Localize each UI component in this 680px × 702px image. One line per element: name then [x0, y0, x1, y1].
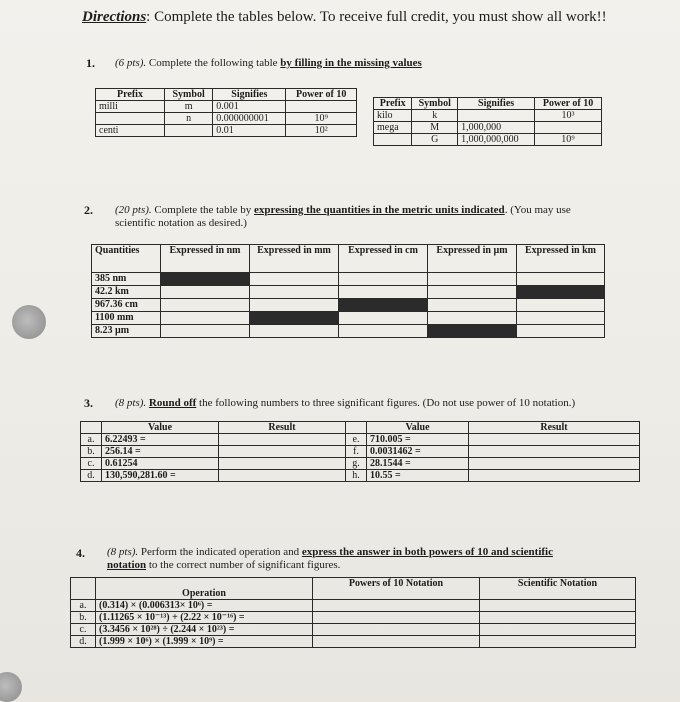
q2-answer-cell[interactable]	[517, 299, 605, 312]
q3-points: (8 pts).	[115, 397, 147, 409]
q3-table	[80, 421, 640, 482]
q2-answer-cell[interactable]	[250, 286, 339, 299]
q3-result-cell[interactable]	[469, 458, 640, 470]
q4-header-operation: Operation	[96, 578, 313, 600]
q3-result-cell[interactable]	[469, 434, 640, 446]
q1l-cell-answer[interactable]	[165, 125, 213, 137]
q2-answer-cell[interactable]	[428, 299, 517, 312]
q4-number: 4.	[76, 546, 85, 560]
q1r-cell: kilo	[374, 110, 412, 122]
q1-text-a: Complete the following table	[148, 57, 281, 69]
q3-row-label: d.	[81, 470, 102, 482]
q2-header-km: Expressed in km	[517, 245, 605, 273]
q2-answer-cell[interactable]	[428, 312, 517, 325]
q2-shaded-cell	[161, 273, 250, 286]
q4-text-a: Perform the indicated operation and	[140, 546, 302, 558]
q3-header-result-2: Result	[469, 422, 640, 434]
q1r-header-symbol: Symbol	[412, 98, 458, 110]
q1l-cell: milli	[96, 101, 165, 113]
q3-row-label: h.	[346, 470, 367, 482]
q3-value: 256.14 =	[102, 446, 219, 458]
q1l-header-prefix: Prefix	[96, 89, 165, 101]
q3-value: 28.1544 =	[367, 458, 469, 470]
q3-blank	[81, 422, 102, 434]
q3-header-value-2: Value	[367, 422, 469, 434]
q1r-cell: 1,000,000,000	[458, 134, 535, 146]
q3-value: 10.55 =	[367, 470, 469, 482]
q1l-cell: 0.000000001	[213, 113, 286, 125]
q2-points: (20 pts).	[115, 204, 152, 216]
q4-operation: (1.999 × 10⁶) × (1.999 × 10⁹) =	[96, 636, 313, 648]
q3-row-label: f.	[346, 446, 367, 458]
q1r-header-signifies: Signifies	[458, 98, 535, 110]
q2-answer-cell[interactable]	[161, 286, 250, 299]
q4-table	[70, 577, 636, 648]
q3-row-label: c.	[81, 458, 102, 470]
directions-heading	[82, 9, 607, 26]
q2-text-c: . (You may use	[504, 204, 571, 216]
q2-answer-cell[interactable]	[339, 312, 428, 325]
q3-header-value: Value	[102, 422, 219, 434]
q3-result-cell[interactable]	[219, 470, 346, 482]
q2-quantity: 967.36 cm	[92, 299, 161, 312]
q3-result-cell[interactable]	[219, 434, 346, 446]
directions-text: : Complete the tables below. To receive full credit, you must show all work!!	[146, 9, 607, 25]
q1-left-table	[95, 88, 357, 137]
q2-header-mm: Expressed in mm	[250, 245, 339, 273]
q1l-cell: 0.01	[213, 125, 286, 137]
q4-powers-cell[interactable]	[313, 624, 480, 636]
q2-shaded-cell	[517, 286, 605, 299]
q4-row-label: a.	[71, 600, 96, 612]
q3-value: 0.61254	[102, 458, 219, 470]
q2-text-b: expressing the quantities in the metric units indicated	[254, 204, 505, 216]
q2-answer-cell[interactable]	[161, 299, 250, 312]
q1l-cell-answer[interactable]	[286, 101, 357, 113]
q2-answer-cell[interactable]	[339, 325, 428, 338]
q3-result-cell[interactable]	[219, 446, 346, 458]
q1l-cell-answer[interactable]	[96, 113, 165, 125]
directions-label: Directions	[82, 9, 147, 25]
q2-quantity: 385 nm	[92, 273, 161, 286]
q4-points: (8 pts).	[107, 546, 139, 558]
q3-row-label: b.	[81, 446, 102, 458]
q2-answer-cell[interactable]	[339, 286, 428, 299]
q1r-cell: mega	[374, 122, 412, 134]
q4-text-b: express the answer in both powers of 10 and scientific	[301, 546, 553, 558]
q2-header-um: Expressed in µm	[428, 245, 517, 273]
q3-value: 6.22493 =	[102, 434, 219, 446]
q1r-cell: 1,000,000	[458, 122, 535, 134]
q3-row-label: e.	[346, 434, 367, 446]
q4-blank	[71, 578, 96, 600]
q1l-header-symbol: Symbol	[165, 89, 213, 101]
q1r-header-power: Power of 10	[535, 98, 602, 110]
q1l-cell: 10⁹	[286, 113, 357, 125]
q2-answer-cell[interactable]	[428, 286, 517, 299]
q3-result-cell[interactable]	[219, 458, 346, 470]
q3-number: 3.	[84, 396, 93, 410]
q4-sci-cell[interactable]	[480, 600, 636, 612]
q4-powers-cell[interactable]	[313, 600, 480, 612]
q2-answer-cell[interactable]	[250, 273, 339, 286]
q1r-cell-answer[interactable]	[374, 134, 412, 146]
q3-value: 0.0031462 =	[367, 446, 469, 458]
q2-answer-cell[interactable]	[250, 299, 339, 312]
q2-quantity: 42.2 km	[92, 286, 161, 299]
q4-instructions	[107, 546, 553, 559]
q3-result-cell[interactable]	[469, 470, 640, 482]
q1-text-b: by filling in the missing values	[280, 57, 422, 69]
q4-row-label: c.	[71, 624, 96, 636]
q2-header-nm: Expressed in nm	[161, 245, 250, 273]
q4-text-d: to the correct number of significant figures.	[146, 559, 341, 571]
q2-answer-cell[interactable]	[428, 273, 517, 286]
q1r-cell-answer[interactable]	[535, 122, 602, 134]
q1-instructions	[115, 57, 422, 70]
q3-text-b: the following numbers to three significant figures. (Do not use power of 10 notation.)	[196, 397, 576, 409]
q1r-cell: 10⁹	[535, 134, 602, 146]
q1r-header-prefix: Prefix	[374, 98, 412, 110]
q2-text-d: scientific notation as desired.)	[115, 217, 247, 229]
q4-powers-cell[interactable]	[313, 636, 480, 648]
q1r-cell-answer[interactable]	[458, 110, 535, 122]
q4-text-c: notation	[107, 559, 147, 571]
q4-powers-cell[interactable]	[313, 612, 480, 624]
q1l-header-power: Power of 10	[286, 89, 357, 101]
q3-blank	[346, 422, 367, 434]
q2-quantity: 8.23 µm	[92, 325, 161, 338]
q2-instructions	[115, 204, 571, 217]
q1r-cell: G	[412, 134, 458, 146]
q1r-cell: M	[412, 122, 458, 134]
q1l-cell: n	[165, 113, 213, 125]
q2-header-cm: Expressed in cm	[339, 245, 428, 273]
q3-row-label: a.	[81, 434, 102, 446]
q3-header-result: Result	[219, 422, 346, 434]
q1r-cell: 10³	[535, 110, 602, 122]
q2-answer-cell[interactable]	[161, 325, 250, 338]
q4-operation: (0.314) × (0.006313× 10⁶) =	[96, 600, 313, 612]
q4-row-label: d.	[71, 636, 96, 648]
q3-value: 710.005 =	[367, 434, 469, 446]
q4-sci-cell[interactable]	[480, 624, 636, 636]
q1l-header-signifies: Signifies	[213, 89, 286, 101]
q4-instructions-line2	[107, 559, 340, 572]
q1l-cell: 10²	[286, 125, 357, 137]
q3-instructions	[115, 397, 575, 410]
q2-answer-cell[interactable]	[517, 312, 605, 325]
q4-header-powers: Powers of 10 Notation	[313, 578, 480, 600]
q1l-cell: centi	[96, 125, 165, 137]
q2-shaded-cell	[339, 299, 428, 312]
q4-operation: (3.3456 × 10²⁸) ÷ (2.244 × 10²³) =	[96, 624, 313, 636]
q2-shaded-cell	[428, 325, 517, 338]
q2-answer-cell[interactable]	[161, 312, 250, 325]
q2-answer-cell[interactable]	[339, 273, 428, 286]
q2-text-a: Complete the table by	[154, 204, 255, 216]
q2-answer-cell[interactable]	[250, 325, 339, 338]
q1l-cell: 0.001	[213, 101, 286, 113]
q1l-cell: m	[165, 101, 213, 113]
q2-header-quantities: Quantities	[92, 245, 161, 273]
q2-quantity: 1100 mm	[92, 312, 161, 325]
q1-number: 1.	[86, 56, 95, 70]
binder-hole	[12, 305, 46, 339]
q3-value: 130,590,281.60 =	[102, 470, 219, 482]
q4-operation: (1.11265 × 10⁻¹³) + (2.22 × 10⁻¹⁶) =	[96, 612, 313, 624]
q3-result-cell[interactable]	[469, 446, 640, 458]
binder-hole	[0, 672, 22, 702]
q3-row-label: g.	[346, 458, 367, 470]
q4-sci-cell[interactable]	[480, 636, 636, 648]
q2-table	[91, 244, 605, 338]
q4-row-label: b.	[71, 612, 96, 624]
q1-right-table	[373, 97, 602, 146]
q1-points: (6 pts).	[115, 57, 147, 69]
q2-shaded-cell	[250, 312, 339, 325]
q4-header-sci: Scientific Notation	[480, 578, 636, 600]
q2-answer-cell[interactable]	[517, 325, 605, 338]
q2-answer-cell[interactable]	[517, 273, 605, 286]
q3-text-a: Round off	[148, 397, 197, 409]
q1r-cell: k	[412, 110, 458, 122]
q4-sci-cell[interactable]	[480, 612, 636, 624]
q2-number: 2.	[84, 203, 93, 217]
